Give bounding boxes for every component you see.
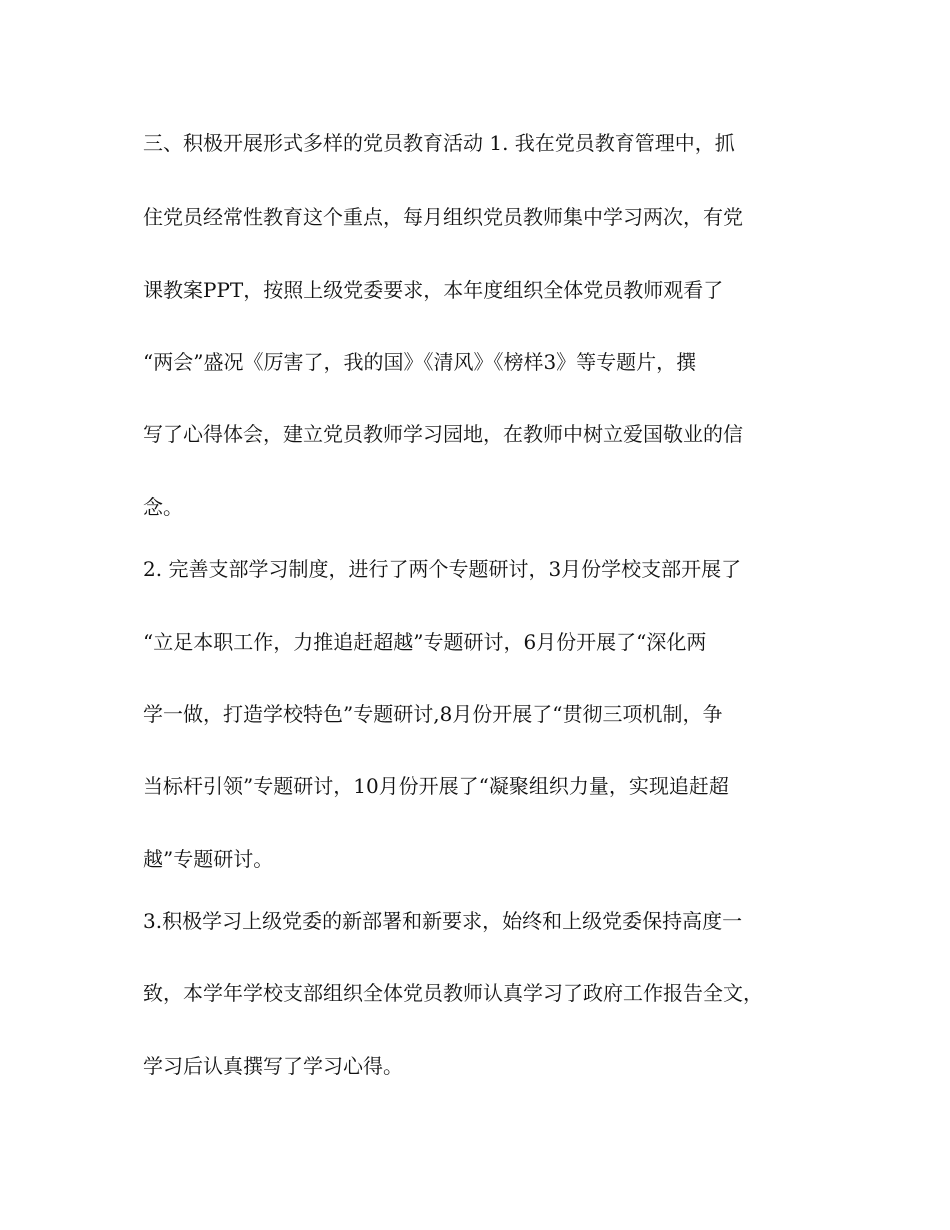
text-line: 越”专题研讨。 (143, 847, 274, 871)
text-line: 学一做，打造学校特色”专题研讨,8月份开展了“贯彻三项机制，争 (143, 702, 723, 726)
text-line: “立足本职工作，力推追赶超越”专题研讨，6月份开展了“深化两 (143, 630, 707, 654)
text-line: 致，本学年学校支部组织全体党员教师认真学习了政府工作报告全文， (143, 981, 763, 1005)
text-line: 课教案PPT，按照上级党委要求，本年度组织全体党员教师观看了 (143, 278, 724, 302)
text-line: 住党员经常性教育这个重点，每月组织党员教师集中学习两次，有党 (143, 205, 743, 229)
text-line: “两会”盛况《厉害了，我的国》《清风》《榜样3》等专题片，撰 (143, 350, 697, 374)
text-line: 学习后认真撰写了学习心得。 (143, 1054, 403, 1078)
text-line: 写了心得体会，建立党员教师学习园地，在教师中树立爱国敬业的信 (143, 422, 743, 446)
text-line: 三、积极开展形式多样的党员教育活动 1. 我在党员教育管理中，抓 (143, 131, 735, 155)
text-line: 念。 (143, 495, 183, 519)
text-line: 当标杆引领”专题研讨，10月份开展了“凝聚组织力量，实现追赶超 (143, 774, 729, 798)
text-line: 3.积极学习上级党委的新部署和新要求，始终和上级党委保持高度一 (143, 909, 743, 933)
text-line: 2. 完善支部学习制度，进行了两个专题研讨，3月份学校支部开展了 (143, 557, 742, 581)
